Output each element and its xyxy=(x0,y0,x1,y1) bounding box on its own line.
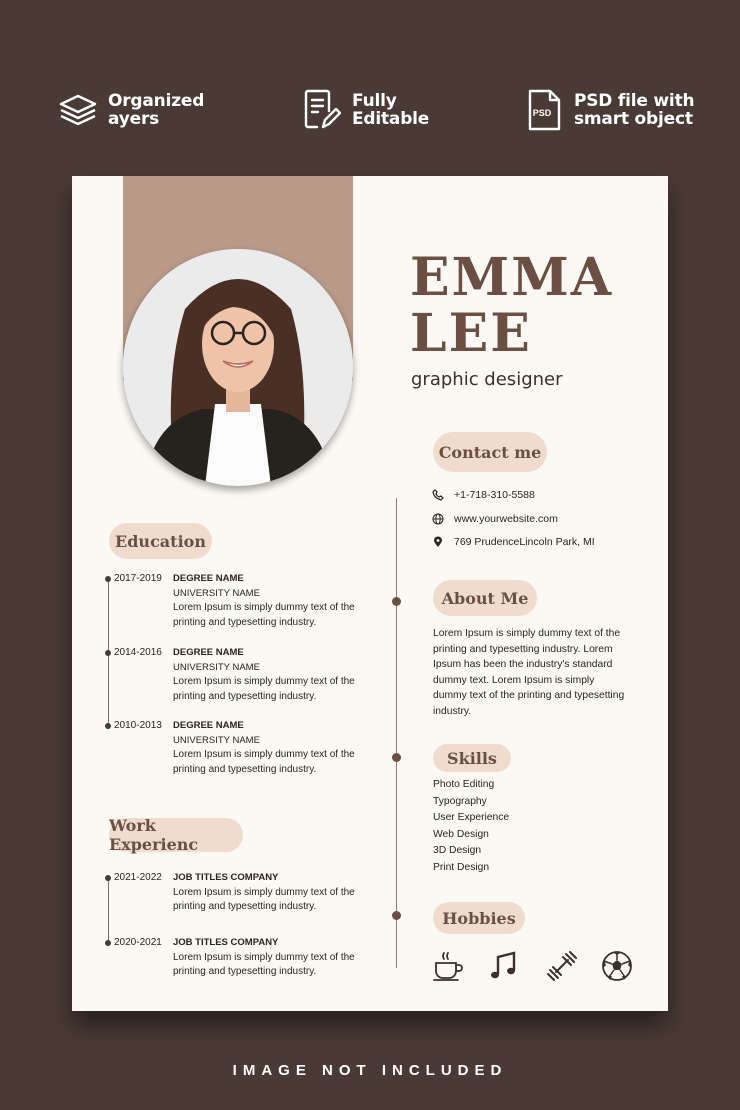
timeline-dot xyxy=(105,576,111,582)
feature-fully-editable xyxy=(302,88,429,132)
feature-psd-file xyxy=(524,88,694,132)
timeline-dot xyxy=(105,723,111,729)
skill-item: Typography xyxy=(433,795,487,807)
entry-degree: DEGREE NAME xyxy=(173,647,244,658)
entry-description: Lorem Ipsum is simply dummy text of the printing and typesetting industry. xyxy=(173,749,355,775)
soccer-ball-icon xyxy=(600,949,634,983)
entry-years: 2021-2022 xyxy=(114,872,162,883)
entry-years: 2020-2021 xyxy=(114,937,162,948)
timeline-dot xyxy=(105,875,111,881)
layers-icon xyxy=(58,88,98,132)
column-divider xyxy=(396,498,397,968)
entry-description: Lorem Ipsum is simply dummy text of the printing and typesetting industry. xyxy=(173,951,355,978)
skills-heading: Skills xyxy=(433,744,511,772)
contact-website xyxy=(432,513,558,525)
entry-university: UNIVERSITY NAME xyxy=(173,661,260,673)
edit-document-icon xyxy=(302,88,342,132)
resume-job-title: graphic designer xyxy=(411,369,563,390)
skill-item: Web Design xyxy=(433,828,489,840)
contact-website-text: www.yourwebsite.com xyxy=(454,513,558,525)
timeline-dot xyxy=(105,940,111,946)
phone-icon xyxy=(432,489,444,501)
divider-dot xyxy=(392,753,401,762)
entry-degree: DEGREE NAME xyxy=(173,720,244,731)
education-heading: Education xyxy=(109,523,212,559)
timeline-dot xyxy=(105,650,111,656)
divider-dot xyxy=(392,911,401,920)
contact-heading: Contact me xyxy=(433,432,547,472)
work-timeline xyxy=(108,880,109,943)
about-text: Lorem Ipsum is simply dummy text of the printing and typesetting industry. Lorem Ipsum has been the industry's standard dummy text. Lorem Ipsum is simply dummy text of the printing and typesetting industry. xyxy=(433,628,625,717)
resume-page xyxy=(72,176,668,1011)
footer-note: IMAGE NOT INCLUDED xyxy=(232,1062,508,1079)
entry-years: 2014-2016 xyxy=(114,647,162,658)
skill-item: User Experience xyxy=(433,812,510,823)
entry-description: Lorem Ipsum is simply dummy text of the printing and typesetting industry. xyxy=(173,886,355,913)
resume-name: EMMA LEE xyxy=(410,247,614,364)
feature-row xyxy=(0,88,740,138)
dumbbell-icon xyxy=(545,949,579,983)
feature-label: Fully Editable xyxy=(352,91,430,129)
psd-file-icon xyxy=(524,88,564,132)
coffee-cup-icon xyxy=(431,949,465,983)
divider-dot xyxy=(392,597,401,606)
skill-item: 3D Design xyxy=(433,845,482,856)
profile-photo xyxy=(123,249,353,486)
globe-icon xyxy=(432,513,444,525)
psd-icon-label: PSD xyxy=(532,108,552,118)
entry-description: Lorem Ipsum is simply dummy text of the printing and typesetting industry. xyxy=(173,602,355,628)
contact-address-text: 769 PrudenceLincoln Park, MI xyxy=(454,536,595,548)
location-pin-icon xyxy=(432,536,444,548)
skill-item: Photo Editing xyxy=(433,779,495,790)
entry-years: 2017-2019 xyxy=(114,573,162,584)
skills-list xyxy=(433,777,509,876)
entry-years: 2010-2013 xyxy=(114,720,162,731)
feature-label: Organized ayers xyxy=(108,91,205,129)
entry-company: JOB TITLES COMPANY xyxy=(173,872,279,883)
entry-description: Lorem Ipsum is simply dummy text of the printing and typesetting industry. xyxy=(173,676,355,702)
feature-label: PSD file with smart object xyxy=(574,91,695,129)
skill-item: Print Design xyxy=(433,861,490,873)
contact-phone-text: +1-718-310-5588 xyxy=(454,489,535,501)
work-heading: Work Experienc xyxy=(109,818,243,852)
contact-phone xyxy=(432,489,535,501)
hobbies-heading: Hobbies xyxy=(433,902,525,934)
feature-organized-layers xyxy=(58,88,204,132)
music-note-icon xyxy=(487,949,521,983)
contact-address xyxy=(432,536,595,548)
about-heading: About Me xyxy=(433,580,537,616)
entry-university: UNIVERSITY NAME xyxy=(173,734,260,746)
entry-degree: DEGREE NAME xyxy=(173,573,244,584)
entry-university: UNIVERSITY NAME xyxy=(173,587,260,599)
entry-company: JOB TITLES COMPANY xyxy=(173,937,279,948)
